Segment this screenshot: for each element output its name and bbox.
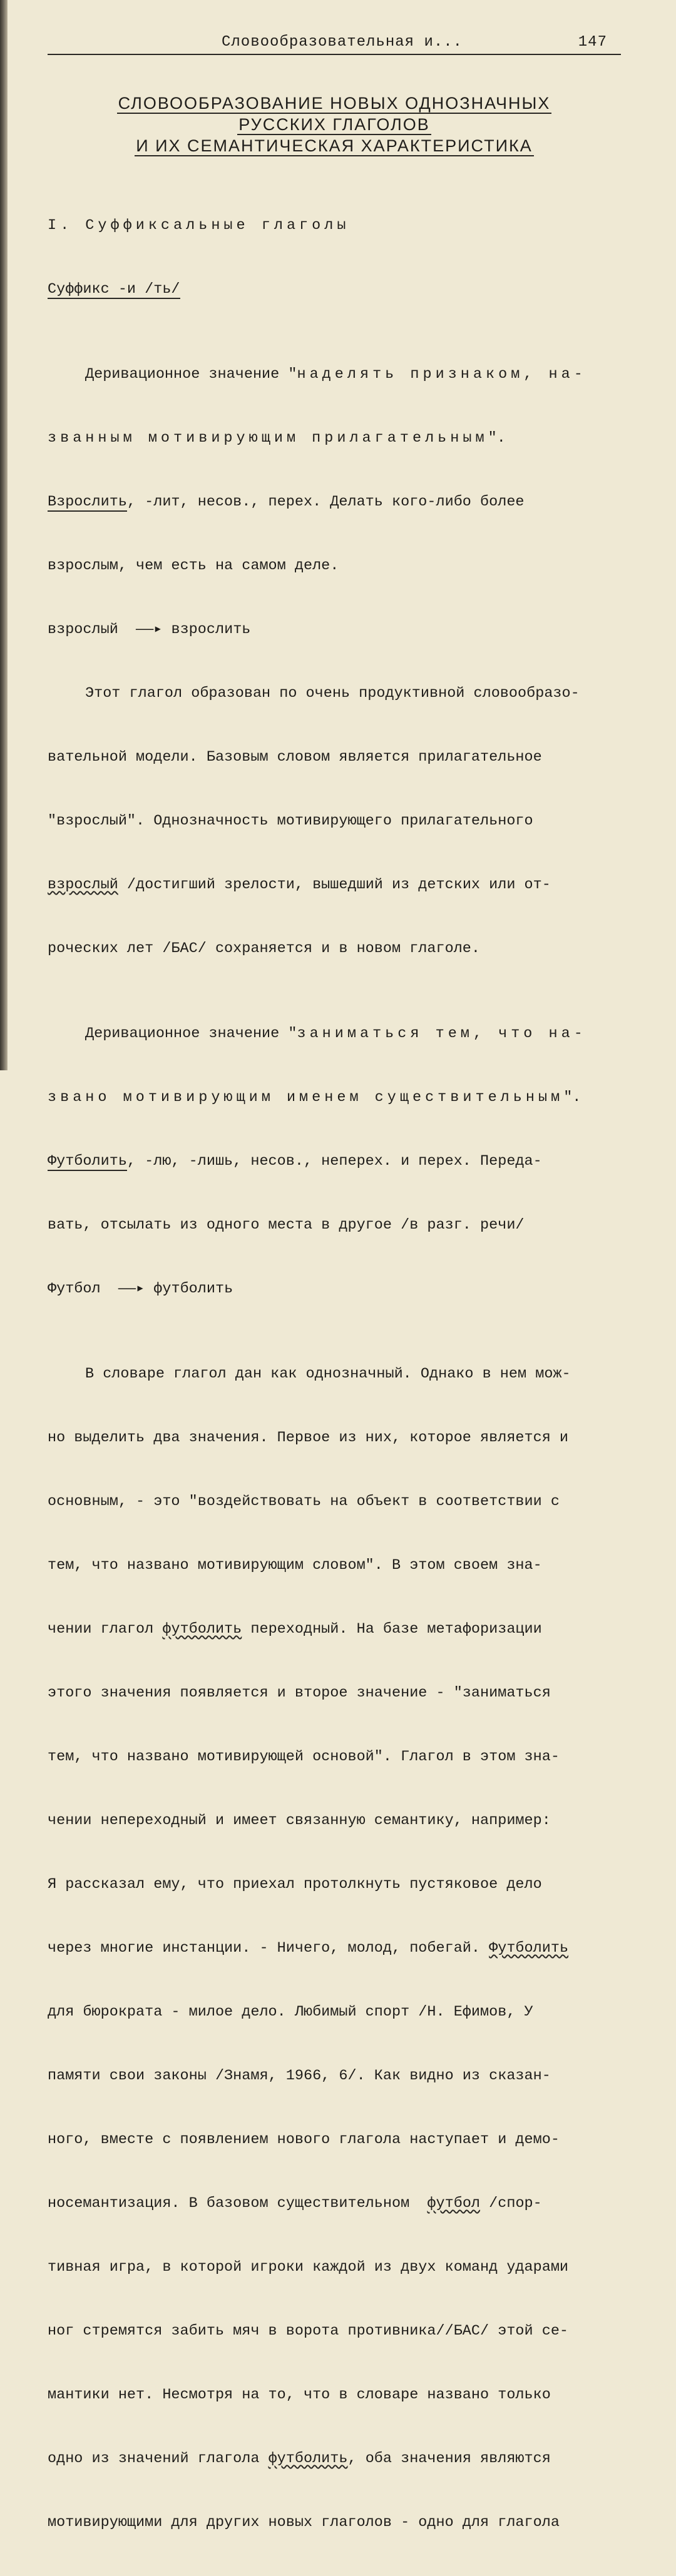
body-text [48,173,628,2576]
text-line [48,428,628,449]
text-span: ". [563,1089,581,1106]
section-heading: I. Суффиксальные глаголы [48,217,350,234]
text-line: тивная игра, в которой игроки каждой из двух команд ударами [48,2259,569,2276]
derivation-line: взрослый ——▸ взрослить [48,621,251,638]
headword-vzroslit: Взрослить [48,494,127,510]
text-span: , -лю, -лишь, несов., неперех. и перех. Переда- [126,1153,542,1170]
subheading-text: Суффикс -и /ть/ [48,281,180,298]
wavy-underlined-word: Футболить [489,1940,569,1957]
text-line: вать, отсылать из одного места в другое /в разг. речи/ [48,1217,525,1234]
spaced-text: наделять признаком, на- [297,366,586,383]
text-line [48,492,628,513]
page-number: 147 [578,34,607,51]
wavy-underlined-word: взрослый [48,876,118,893]
book-binding-shadow [0,0,8,1070]
text-span: носемантизация. В базовом существительном [48,2195,428,2212]
text-span: Деривационное значение " [85,1025,297,1042]
text-line [48,1087,628,1108]
text-line: тем, что названо мотивирующим словом". В этом своем зна- [48,1557,542,1574]
text-line: памяти свои законы /Знамя, 1966, 6/. Как видно из сказан- [48,2067,551,2084]
text-line [48,364,628,385]
text-line: ног стремятся забить мяч в ворота противника//БАС/ этой се- [48,2323,569,2340]
title-line-3: И ИХ СЕМАНТИЧЕСКАЯ ХАРАКТЕРИСТИКА [136,136,533,155]
text-line: этого значения появляется и второе значение - "заниматься [48,1685,551,1701]
text-line: вательной модели. Базовым словом является прилагательное [48,749,542,766]
wavy-underlined-word: футболить [162,1621,242,1638]
text-line [48,1151,628,1172]
article-title [48,93,621,156]
running-title: Словообразовательная и... [222,34,463,51]
text-line: тем, что названо мотивирующей основой". Глагол в этом зна- [48,1748,560,1765]
text-line [48,2193,628,2214]
text-line: основным, - это "воздействовать на объект в соответствии с [48,1493,560,1510]
text-line [48,1619,628,1640]
spaced-text: званным мотивирующим прилагательным [48,430,488,447]
text-line: для бюрократа - милое дело. Любимый спорт /Н. Ефимов, У [48,2004,533,2021]
text-span: одно из значений глагола [48,2450,269,2467]
derivation-line: Футбол ——▸ футболить [48,1280,233,1297]
text-line [48,1023,628,1045]
text-line: ного, вместе с появлением нового глагола наступает и демо- [48,2131,560,2148]
text-span: Деривационное значение " [85,366,297,383]
title-line-2: РУССКИХ ГЛАГОЛОВ [238,115,430,134]
text-line: Я рассказал ему, что приехал протолкнуть пустяковое дело [48,1876,542,1893]
running-header [48,33,621,55]
wavy-underlined-word: футболить [268,2450,348,2467]
text-line: мотивирующими для других новых глаголов - одно для глагола [48,2514,560,2531]
text-line: мантики нет. Несмотря на то, что в словаре названо только [48,2386,551,2403]
wavy-underlined-word: футбол [427,2195,481,2212]
headword-futbolit: Футболить [48,1153,127,1170]
text-line [48,1938,628,1959]
spaced-text: заниматься тем, что на- [297,1025,586,1042]
text-line [48,875,628,896]
text-span: переходный. На базе метафоризации [242,1621,542,1638]
text-span: , оба значения являются [347,2450,551,2467]
text-span: /спор- [480,2195,542,2212]
subheading [48,279,628,300]
text-line: взрослым, чем есть на самом деле. [48,557,339,574]
text-line: чении непереходный и имеет связанную семантику, например: [48,1812,551,1829]
text-span: чении глагол [48,1621,163,1638]
text-line [48,2448,628,2470]
text-line: Этот глагол образован по очень продуктивной словообразо- [85,685,580,702]
text-line: "взрослый". Однозначность мотивирующего прилагательного [48,813,533,829]
spaced-text: звано мотивирующим именем существительным [48,1089,564,1106]
text-span: ". [488,430,506,447]
text-line: но выделить два значения. Первое из них, которое является и [48,1429,569,1446]
text-line: В словаре глагол дан как однозначный. Однако в нем мож- [85,1366,571,1382]
text-span: /достигший зрелости, вышедший из детских или от- [118,876,551,893]
text-line: роческих лет /БАС/ сохраняется и в новом глаголе. [48,940,481,957]
text-span: , -лит, несов., перех. Делать кого-либо более [126,494,525,510]
title-line-1: СЛОВООБРАЗОВАНИЕ НОВЫХ ОДНОЗНАЧНЫХ [118,94,551,113]
text-span: через многие инстанции. - Ничего, молод, побегай. [48,1940,489,1957]
